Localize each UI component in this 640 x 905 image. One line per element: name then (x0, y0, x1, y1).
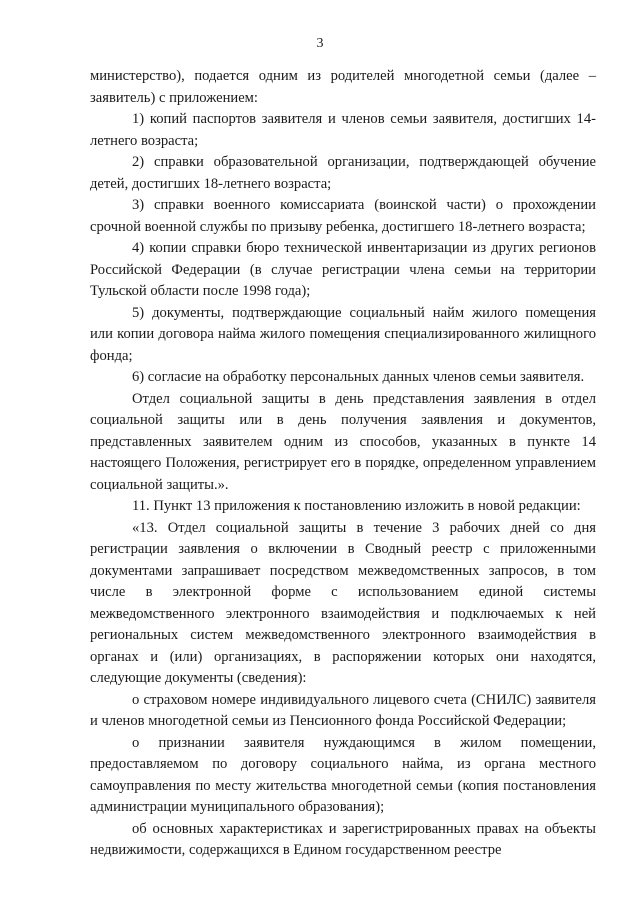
paragraph: 1) копий паспортов заявителя и членов семьи заявителя, достигших 14-летнего возраста; (90, 111, 596, 149)
paragraph: 4) копии справки бюро технической инвентаризации из других регионов Российской Федерации (в случае регистрации члена семьи на территории Тульской области после 1998 года); (90, 240, 596, 299)
paragraph: о признании заявителя нуждающимся в жилом помещении, предоставляемом по договору социального найма, из органа местного самоуправления по месту жительства многодетной семьи (копия постановления администрации муниципального образования); (90, 734, 596, 815)
paragraph: о страховом номере индивидуального лицевого счета (СНИЛС) заявителя и членов многодетной семьи из Пенсионного фонда Российской Федерации; (90, 691, 596, 729)
paragraph: «13. Отдел социальной защиты в течение 3 рабочих дней со дня регистрации заявления о включении в Сводный реестр с приложенными документами запрашивает посредством межведомственных запросов, в том числе в электронной форме с использованием единой системы межведомственного электронного взаимодействия и подключаемых к ней региональных систем межведомственного электронного взаимодействия в органах и (или) организациях, в распоряжении которых они находятся, следующие документы (сведения): (90, 519, 596, 686)
document-body (90, 66, 596, 862)
page-number: 3 (316, 36, 324, 51)
paragraph: 2) справки образовательной организации, подтверждающей обучение детей, достигших 18-летнего возраста; (90, 154, 596, 192)
paragraph: 5) документы, подтверждающие социальный найм жилого помещения или копии договора найма жилого помещения специализированного жилищного фонда; (90, 304, 596, 364)
paragraph: министерство), подается одним из родителей многодетной семьи (далее – заявитель) с приложением: (90, 68, 596, 106)
paragraph: 11. Пункт 13 приложения к постановлению изложить в новой редакции: (132, 498, 581, 514)
paragraph: об основных характеристиках и зарегистрированных правах на объекты недвижимости, содержащихся в Едином государственном реестре (90, 820, 596, 858)
paragraph: 3) справки военного комиссариата (воинской части) о прохождении срочной военной службы по призыву ребенка, достигшего 18-летнего возраста; (90, 197, 596, 235)
paragraph: 6) согласие на обработку персональных данных членов семьи заявителя. (132, 369, 585, 385)
paragraph: Отдел социальной защиты в день представления заявления в отдел социальной защиты или в день получения заявления и документов, представленных заявителем одним из способов, указанных в пункте 14 настоящего Положения, регистрирует его в порядке, определенном управлением социальной защиты.». (90, 390, 596, 493)
